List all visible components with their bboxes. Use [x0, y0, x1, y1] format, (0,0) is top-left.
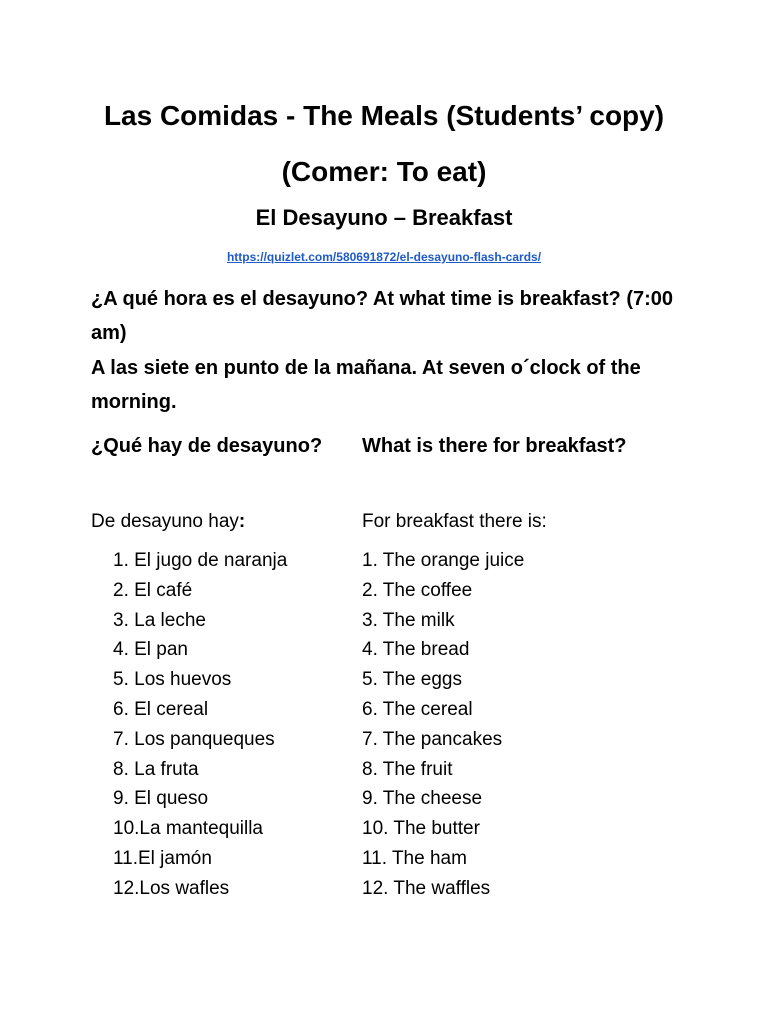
list-item: 11.El jamón: [113, 847, 212, 869]
list-item: 9. El queso: [113, 788, 209, 810]
list-item: 10.La mantequilla: [113, 818, 263, 840]
list-item: 1. El jugo de naranja: [113, 550, 288, 571]
english-food-list: [362, 546, 524, 904]
document-subtitle: (Comer: To eat): [281, 156, 487, 187]
food-question-es: ¿Qué hay de desayuno?: [91, 435, 323, 457]
food-question-en: What is there for breakfast?: [362, 435, 627, 457]
list-item: 9. The cheese: [362, 788, 483, 810]
list-item: 2. El café: [113, 579, 193, 601]
list-item: 4. El pan: [113, 639, 188, 661]
link-container: [0, 248, 768, 266]
document-title: Las Comidas - The Meals (Students’ copy): [103, 100, 665, 131]
list-item: 12.Los wafles: [113, 877, 230, 899]
list-item: 3. The milk: [362, 609, 455, 631]
answer-time: A las siete en punto de la mañana. At seven o´clock of the morning.: [91, 357, 641, 413]
question-time: ¿A qué hora es el desayuno? At what time is breakfast? (7:00 am): [91, 288, 674, 344]
list-item: 6. The cereal: [362, 698, 473, 720]
intro-spanish-colon: :: [238, 511, 246, 532]
list-item: 5. Los huevos: [113, 669, 232, 691]
quizlet-link[interactable]: https://quizlet.com/580691872/el-desayuno-flash-cards/: [226, 250, 542, 264]
section-heading: El Desayuno – Breakfast: [255, 205, 513, 230]
intro-english: For breakfast there is:: [362, 511, 547, 532]
list-item: 7. The pancakes: [362, 728, 503, 750]
list-item: 1. The orange juice: [362, 550, 525, 571]
list-item: 8. The fruit: [362, 758, 453, 780]
spanish-food-list: [113, 546, 287, 904]
intro-spanish-text: De desayuno hay: [91, 511, 239, 532]
list-item: 3. La leche: [113, 609, 206, 631]
list-item: 8. La fruta: [113, 758, 199, 780]
list-item: 2. The coffee: [362, 579, 473, 601]
list-item: 5. The eggs: [362, 669, 463, 691]
list-item: 11. The ham: [362, 847, 467, 869]
list-item: 12. The waffles: [362, 877, 491, 899]
list-item: 6. El cereal: [113, 698, 209, 720]
intro-spanish: [91, 507, 245, 537]
list-item: 4. The bread: [362, 639, 470, 661]
list-item: 10. The butter: [362, 818, 480, 840]
list-item: 7. Los panqueques: [113, 728, 275, 750]
